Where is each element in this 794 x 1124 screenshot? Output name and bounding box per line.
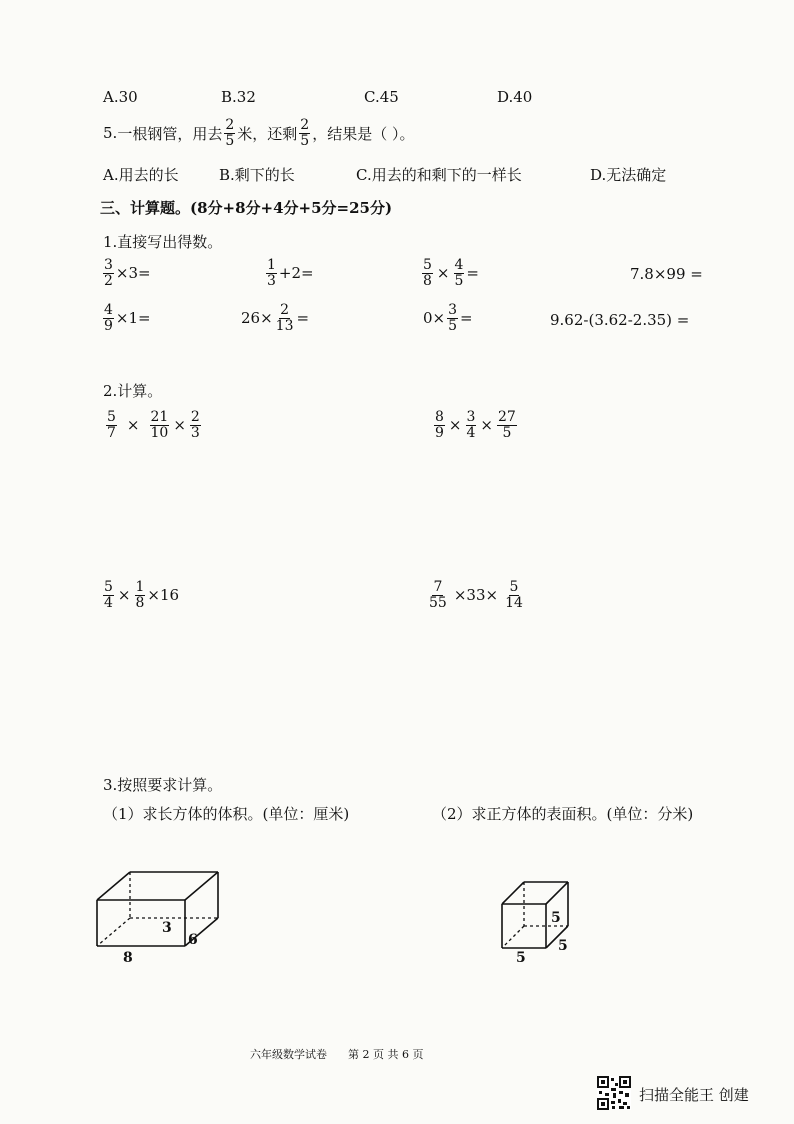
calc-1: $\frac{5}{7}$ × $\frac{21}{10}$ × $\frac{2}{3}$ xyxy=(107,409,200,441)
subsection-3-title: 3.按照要求计算。 xyxy=(103,776,223,794)
cube-figure xyxy=(494,870,584,965)
footer-page-number: 第 2 页 共 6 页 xyxy=(348,1048,424,1061)
direct-calc-4: 7.8×99 = xyxy=(630,265,703,283)
q5-option-d: D.无法确定 xyxy=(590,166,667,184)
cuboid-length-label: 8 xyxy=(123,950,133,966)
subsection-2-title: 2.计算。 xyxy=(103,382,163,400)
q5-question xyxy=(103,118,414,148)
cube-bottom-label: 5 xyxy=(516,950,526,965)
direct-calc-3: $\frac{5}{8}$ × $\frac{4}{5}$ = xyxy=(423,257,479,289)
footer-exam-name: 六年级数学试卷 xyxy=(250,1048,327,1061)
q5-number: 5. xyxy=(103,124,118,143)
q5-text-1: 一根钢管，用去 xyxy=(117,124,223,143)
cube-side-label: 5 xyxy=(558,938,568,954)
q4-option-d: D.40 xyxy=(497,88,533,106)
cuboid-question: （1）求长方体的体积。(单位：厘米) xyxy=(103,805,350,823)
q4-option-b: B.32 xyxy=(221,88,256,106)
q5-text-3: ，结果是（ ）。 xyxy=(312,124,415,143)
q5-option-a: A.用去的长 xyxy=(103,166,179,184)
subsection-1-title: 1.直接写出得数。 xyxy=(103,233,223,251)
cuboid-height-label: 3 xyxy=(162,920,172,936)
cuboid-width-label: 6 xyxy=(188,932,198,948)
section-3-title: 三、计算题。(8分+8分+4分+5分=25分) xyxy=(100,199,393,217)
direct-calc-1: $\frac{3}{2}$ ×3= xyxy=(104,257,151,289)
qr-code-icon xyxy=(597,1076,631,1110)
q5-option-c: C.用去的和剩下的一样长 xyxy=(356,166,522,184)
direct-calc-8: 9.62-(3.62-2.35) = xyxy=(550,311,690,329)
q5-option-b: B.剩下的长 xyxy=(219,166,295,184)
calc-3: $\frac{5}{4}$ × $\frac{1}{8}$ ×16 xyxy=(104,579,180,611)
watermark-text: 扫描全能王 创建 xyxy=(639,1086,749,1104)
cuboid-figure xyxy=(90,860,220,970)
direct-calc-7: 0× $\frac{3}{5}$ = xyxy=(423,302,473,334)
direct-calc-6: 26× $\frac{2}{13}$ = xyxy=(241,302,310,334)
calc-2: $\frac{8}{9}$ × $\frac{3}{4}$ × $\frac{27}{5}$ xyxy=(435,409,516,441)
direct-calc-5: $\frac{4}{9}$ ×1= xyxy=(104,302,151,334)
cube-question: （2）求正方体的表面积。(单位：分米) xyxy=(432,805,694,823)
q4-option-a: A.30 xyxy=(103,88,138,106)
cube-front-label: 5 xyxy=(551,910,561,926)
q5-fraction-2: $\frac{2}{5}$ xyxy=(300,117,310,149)
q5-text-2: 米，还剩 xyxy=(237,124,298,143)
direct-calc-2: $\frac{1}{3}$ +2= xyxy=(267,257,314,289)
q5-fraction-1: $\frac{2}{5}$ xyxy=(225,117,235,149)
calc-4: $\frac{7}{55}$ ×33× $\frac{5}{14}$ xyxy=(429,579,523,611)
q4-option-c: C.45 xyxy=(364,88,399,106)
